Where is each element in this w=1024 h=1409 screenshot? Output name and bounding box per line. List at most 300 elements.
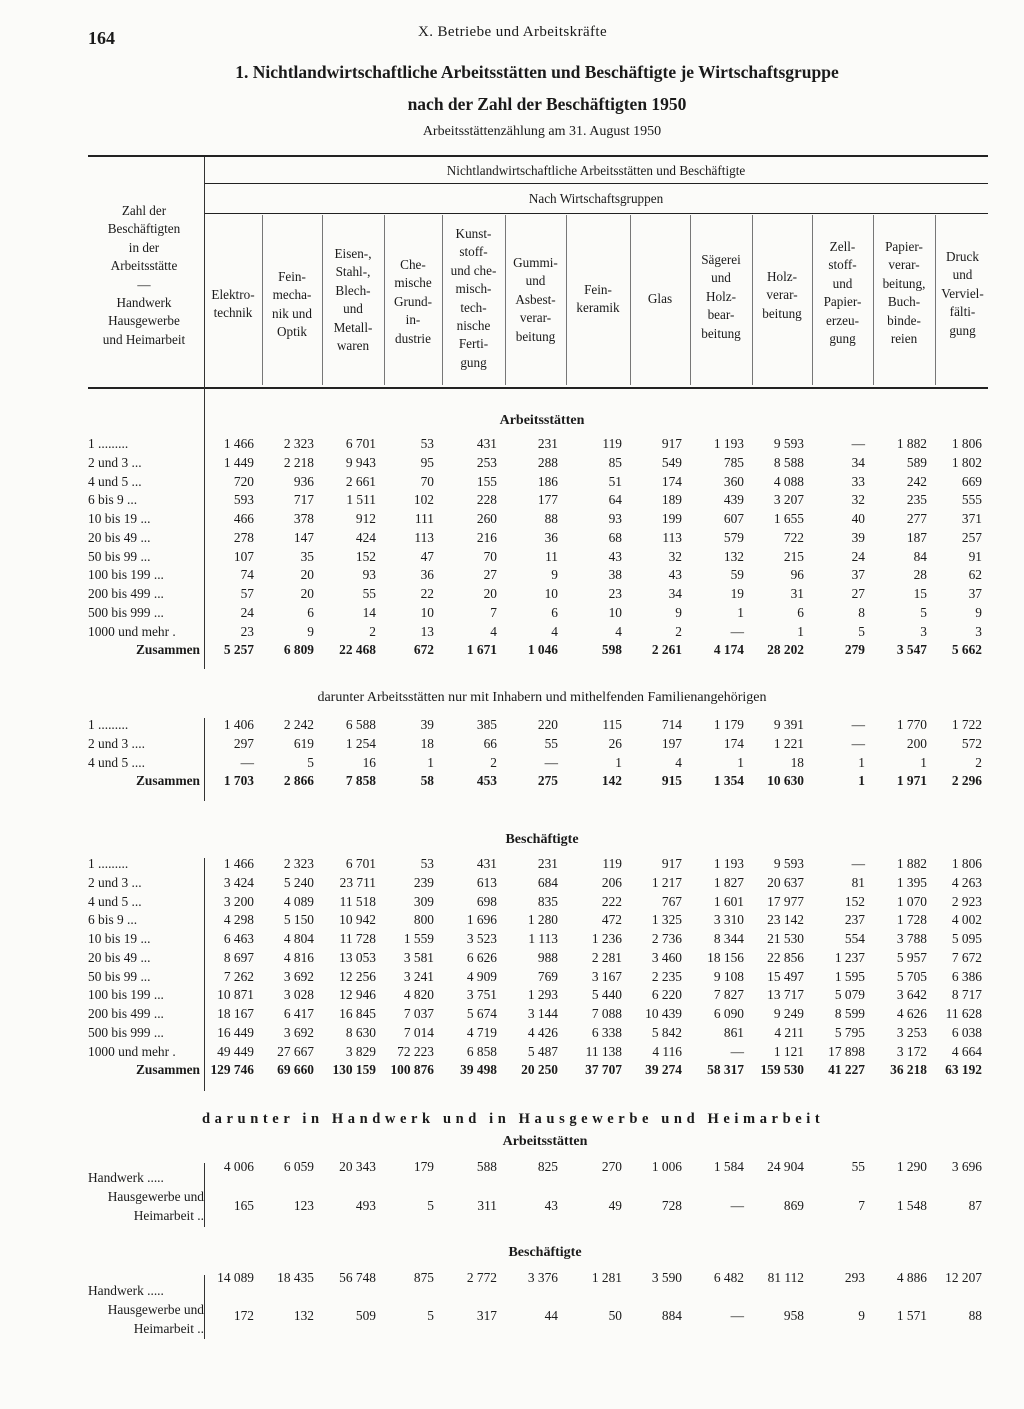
table-cell: 115 (602, 717, 622, 732)
row-label: 50 bis 99 ... (88, 968, 151, 984)
table-cell: 35 (300, 548, 314, 564)
table-cell: 13 053 (339, 949, 376, 965)
table-cell: 5 487 (527, 1043, 558, 1059)
table-cell: 53 (420, 436, 434, 451)
table-cell: 20 (300, 586, 314, 601)
row-label: 4 und 5 ... (88, 893, 142, 909)
table-cell: 1 802 (951, 454, 982, 470)
table-cell: 242 (906, 473, 927, 489)
table-cell: 912 (355, 511, 376, 526)
row-label: 100 bis 199 ... (88, 987, 164, 1003)
row-label: 4 und 5 .... (88, 754, 145, 770)
table-cell: 17 898 (828, 1043, 865, 1059)
table-cell: 70 (483, 548, 497, 564)
table-cell: 49 449 (217, 1043, 254, 1059)
row-label: 4 und 5 ... (88, 473, 142, 489)
table-cell: 4 211 (774, 1024, 804, 1040)
section-title-handwerk: darunter in Handwerk und in Hausgewerbe und Heimarbeit (202, 1111, 825, 1127)
table-cell: 1 179 (713, 717, 744, 732)
table-cell: 12 256 (339, 968, 376, 984)
table-cell: 206 (601, 874, 622, 890)
table-cell: 155 (476, 473, 497, 489)
table-cell: 3 200 (223, 893, 254, 909)
table-cell: 81 (851, 874, 865, 890)
table-cell: 825 (537, 1159, 558, 1174)
table-cell: 2 661 (345, 473, 376, 489)
table-cell: 4 909 (466, 968, 497, 984)
table-cell: — (544, 754, 558, 770)
table-cell: 63 192 (945, 1062, 982, 1078)
row-label: 10 bis 19 ... (88, 511, 151, 526)
table-cell: 3 523 (466, 931, 497, 946)
table-cell: 36 218 (890, 1062, 927, 1078)
table-cell: 199 (661, 511, 682, 526)
table-cell: — (851, 735, 865, 751)
table-cell: 10 871 (217, 987, 254, 1003)
section-title-arbeitsstaetten: Arbeitsstätten (499, 413, 585, 428)
row-label: 200 bis 499 ... (88, 1006, 164, 1021)
column-header: Sägerei und Holz- bear- beitung (701, 252, 741, 341)
table-cell: 260 (476, 511, 497, 526)
table-cell: 6 090 (713, 1006, 744, 1021)
table-row (0, 894, 1024, 913)
table-cell: 6 588 (345, 717, 376, 732)
table-cell: 3 642 (896, 987, 927, 1003)
table-cell: 24 (240, 604, 254, 620)
table-cell: 9 593 (773, 436, 804, 451)
table-cell: 3 692 (283, 968, 314, 984)
table-cell: 55 (362, 586, 376, 601)
table-cell: 1 511 (346, 492, 376, 508)
table-cell: 22 468 (339, 642, 376, 658)
table-cell: 1 236 (591, 931, 622, 946)
table-cell: 1 703 (223, 773, 254, 789)
table-cell: 3 692 (283, 1024, 314, 1040)
table-cell: 95 (420, 454, 434, 470)
table-cell: 132 (723, 548, 744, 564)
table-cell: 2 (490, 754, 497, 770)
table-cell: 9 (975, 604, 982, 620)
table-cell: 23 (240, 623, 254, 639)
table-cell: 13 (420, 623, 434, 639)
table-cell: 1 827 (713, 874, 744, 890)
table-cell: 4 089 (283, 893, 314, 909)
table-cell: 237 (844, 912, 865, 928)
table-cell: 220 (537, 717, 558, 732)
table-cell: 6 482 (713, 1270, 744, 1285)
table-cell: 3 460 (651, 949, 682, 965)
table-cell: 1 548 (896, 1198, 927, 1213)
table-cell: 1 728 (896, 912, 927, 928)
table-cell: 2 261 (651, 642, 682, 658)
table-cell: 3 310 (713, 912, 744, 928)
table-cell: 431 (476, 436, 497, 451)
table-cell: 59 (730, 567, 744, 583)
table-cell: 6 463 (223, 931, 254, 946)
table-cell: 1 237 (834, 949, 865, 965)
table-row (0, 642, 1024, 661)
table-cell: 159 530 (760, 1062, 804, 1078)
table-cell: 684 (537, 874, 558, 890)
table-cell: 1 (858, 773, 865, 789)
table-cell: 2 (369, 623, 376, 639)
table-row (0, 474, 1024, 493)
table-cell: 2 235 (651, 968, 682, 984)
table-cell: 6 701 (345, 856, 376, 871)
table-cell: 22 (420, 586, 434, 601)
table-cell: 549 (661, 454, 682, 470)
table-cell: 270 (601, 1159, 622, 1174)
table-cell: 279 (844, 642, 865, 658)
table-cell: 11 518 (339, 893, 376, 909)
table-cell: 311 (477, 1198, 497, 1213)
table-cell: 20 637 (767, 874, 804, 890)
table-cell: 9 (307, 623, 314, 639)
table-row (0, 549, 1024, 568)
table-cell: 5 674 (466, 1006, 497, 1021)
table-cell: 17 977 (767, 893, 804, 909)
table-cell: 2 296 (951, 773, 982, 789)
row-label: Zusammen (136, 773, 200, 789)
table-row (0, 605, 1024, 624)
table-cell: 8 717 (951, 987, 982, 1003)
running-head: X. Betriebe und Arbeitskräfte (418, 24, 608, 40)
table-cell: 884 (661, 1308, 682, 1323)
table-cell: 861 (723, 1024, 744, 1040)
table-cell: 9 943 (345, 454, 376, 470)
table-cell: 10 630 (767, 773, 804, 789)
column-header: Druck und Verviel- fälti- gung (941, 249, 984, 338)
table-cell: 177 (537, 492, 558, 508)
table-cell: 1 293 (527, 987, 558, 1003)
table-cell: 3 241 (403, 968, 434, 984)
table-cell: 68 (608, 529, 622, 545)
table-row (0, 912, 1024, 931)
table-cell: 24 904 (767, 1159, 804, 1174)
table-cell: 5 (920, 604, 927, 620)
table-cell: — (851, 436, 865, 451)
table-cell: 18 (790, 754, 804, 770)
table-cell: 6 417 (283, 1006, 314, 1021)
table-row (0, 736, 1024, 755)
column-header: Fein- keramik (576, 282, 620, 316)
table-cell: 317 (476, 1308, 497, 1323)
table-cell: 472 (601, 912, 622, 928)
table-cell: 235 (906, 492, 927, 508)
table-cell: 228 (476, 492, 497, 508)
table-cell: 293 (844, 1270, 865, 1285)
table-cell: 174 (723, 735, 744, 751)
table-cell: 6 220 (651, 987, 682, 1003)
table-cell: 988 (537, 949, 558, 965)
table-cell: 1 070 (896, 893, 927, 909)
table-cell: 3 207 (773, 492, 804, 508)
table-cell: 43 (544, 1198, 558, 1213)
table-cell: 1 281 (591, 1270, 622, 1285)
table-cell: 12 207 (945, 1270, 982, 1285)
table-cell: 3 144 (527, 1006, 558, 1021)
table-cell: 47 (420, 548, 434, 564)
table-cell: 5 662 (951, 642, 982, 658)
table-cell: 15 (913, 586, 927, 601)
table-cell: 41 227 (828, 1062, 865, 1078)
table-row (0, 511, 1024, 530)
table-cell: 84 (913, 548, 927, 564)
table-cell: 7 (490, 604, 497, 620)
table-cell: 11 628 (945, 1006, 982, 1021)
table-cell: 6 701 (345, 436, 376, 451)
table-cell: 3 590 (651, 1270, 682, 1285)
table-cell: 152 (844, 893, 865, 909)
table-cell: 9 108 (713, 968, 744, 984)
column-header: Holz- verar- beitung (762, 269, 802, 321)
table-cell: 179 (413, 1159, 434, 1174)
row-label: 10 bis 19 ... (88, 931, 151, 946)
table-cell: 15 497 (767, 968, 804, 984)
table-cell: 6 (797, 604, 804, 620)
row-label-handwerk: Handwerk ..... (88, 1170, 164, 1185)
table-cell: 22 856 (767, 949, 804, 965)
table-cell: 466 (233, 511, 254, 526)
table-cell: 4 426 (527, 1024, 558, 1040)
table-row (0, 1308, 1024, 1327)
row-label: 2 und 3 .... (88, 735, 145, 751)
table-cell: 2 323 (283, 436, 314, 451)
table-cell: 40 (851, 511, 865, 526)
table-cell: 1 595 (834, 968, 865, 984)
table-cell: 93 (362, 567, 376, 583)
table-cell: 4 088 (773, 473, 804, 489)
table-cell: 37 (968, 586, 982, 601)
table-cell: 20 (483, 586, 497, 601)
table-cell: 39 498 (460, 1062, 497, 1078)
table-cell: 10 (420, 604, 434, 620)
table-cell: 3 376 (527, 1270, 558, 1285)
table-cell: 2 (675, 623, 682, 639)
table-cell: 1 221 (773, 735, 804, 751)
table-cell: 10 (608, 604, 622, 620)
table-cell: 93 (608, 511, 622, 526)
table-cell: 277 (906, 511, 927, 526)
table-cell: 165 (233, 1198, 254, 1213)
row-label: 20 bis 49 ... (88, 949, 151, 965)
table-cell: 197 (661, 735, 682, 751)
table-cell: 1 254 (345, 735, 376, 751)
table-cell: 33 (851, 473, 865, 489)
table-cell: 767 (661, 893, 682, 909)
table-cell: 2 736 (651, 931, 682, 946)
table-cell: 4 002 (951, 912, 982, 928)
table-cell: 1 (737, 604, 744, 620)
row-label-handwerk-bes: Handwerk ..... (88, 1283, 164, 1298)
table-cell: 917 (661, 856, 682, 871)
column-header: Gummi- und Asbest- verar- beitung (513, 255, 558, 344)
table-cell: 172 (233, 1308, 254, 1323)
table-cell: 1 (797, 623, 804, 639)
table-cell: 5 (307, 754, 314, 770)
table-cell: 72 223 (397, 1043, 434, 1059)
table-cell: 1 217 (651, 874, 682, 890)
table-cell: 424 (355, 529, 376, 545)
table-cell: 800 (413, 912, 434, 928)
table-cell: 91 (968, 548, 982, 564)
table-cell: 55 (544, 735, 558, 751)
table-cell: 7 088 (591, 1006, 622, 1021)
table-row (0, 1159, 1024, 1178)
table-cell: 720 (233, 473, 254, 489)
table-row (0, 586, 1024, 605)
table-cell: 27 (851, 586, 865, 601)
table-cell: — (851, 717, 865, 732)
table-cell: 3 028 (283, 987, 314, 1003)
row-label-hausgewerbe: Hausgewerbe und Heimarbeit .. (107, 1189, 204, 1223)
row-label: 1 ......... (88, 717, 129, 732)
row-label: 2 und 3 ... (88, 874, 142, 890)
table-cell: 38 (608, 567, 622, 583)
table-cell: 1 559 (403, 931, 434, 946)
table-cell: 2 923 (951, 893, 982, 909)
table-cell: 360 (723, 473, 744, 489)
table-cell: — (730, 623, 744, 639)
table-cell: 1 006 (651, 1159, 682, 1174)
header-rule-2 (204, 213, 988, 214)
table-cell: 1 290 (896, 1159, 927, 1174)
row-label: Zusammen (136, 642, 200, 658)
table-cell: 12 946 (339, 987, 376, 1003)
page-number: 164 (88, 28, 115, 48)
table-row (0, 1044, 1024, 1063)
table-cell: 917 (661, 436, 682, 451)
table-cell: 152 (355, 548, 376, 564)
table-cell: 11 728 (339, 931, 376, 946)
table-cell: 37 (851, 567, 865, 583)
table-cell: 2 772 (466, 1270, 497, 1285)
table-cell: 216 (476, 529, 497, 545)
table-row (0, 717, 1024, 736)
table-cell: 119 (602, 856, 622, 871)
table-cell: 1 601 (713, 893, 744, 909)
table-cell: 66 (483, 735, 497, 751)
table-cell: 27 667 (277, 1043, 314, 1059)
table-cell: 4 816 (283, 949, 314, 965)
table-cell: 43 (608, 548, 622, 564)
table-cell: 3 581 (403, 949, 434, 965)
table-cell: 6 (307, 604, 314, 620)
table-cell: 275 (537, 773, 558, 789)
table-cell: 119 (602, 436, 622, 451)
table-cell: 142 (601, 773, 622, 789)
table-cell: 835 (537, 893, 558, 909)
table-cell: 1 770 (896, 717, 927, 732)
section-title-inhaber: darunter Arbeitsstätten nur mit Inhabern und mithelfenden Familienangehörigen (317, 690, 767, 705)
header-bottom-rule (88, 387, 988, 389)
table-cell: 10 (544, 586, 558, 601)
table-cell: 2 323 (283, 856, 314, 871)
table-cell: 31 (790, 586, 804, 601)
table-cell: 936 (293, 473, 314, 489)
table-cell: 174 (661, 473, 682, 489)
table-cell: 1 466 (223, 856, 254, 871)
table-cell: 1 113 (528, 931, 558, 946)
table-cell: 4 (551, 623, 558, 639)
table-cell: 88 (544, 511, 558, 526)
table-row (0, 755, 1024, 774)
table-cell: 4 719 (466, 1024, 497, 1040)
table-cell: 728 (661, 1198, 682, 1213)
table-cell: 4 298 (223, 912, 254, 928)
table-cell: 1 406 (223, 717, 254, 732)
column-header: Kunst- stoff- und che- misch- tech- nische Ferti- gung (450, 226, 497, 370)
table-cell: 3 788 (896, 931, 927, 946)
table-cell: 23 (608, 586, 622, 601)
table-cell: 6 809 (283, 642, 314, 658)
table-cell: 129 746 (210, 1062, 254, 1078)
table-cell: — (730, 1308, 744, 1323)
table-cell: 50 (608, 1308, 622, 1323)
column-header: Zell- stoff- und Papier- erzeu- gung (823, 239, 862, 347)
table-cell: 4 804 (283, 931, 314, 946)
table-cell: 13 717 (767, 987, 804, 1003)
table-cell: 3 167 (591, 968, 622, 984)
header-group-label: Nach Wirtschaftsgruppen (528, 191, 664, 206)
table-cell: 1 655 (773, 511, 804, 526)
table-cell: 62 (968, 567, 982, 583)
table-cell: 28 (913, 567, 927, 583)
table-cell: 1 (858, 754, 865, 770)
table-cell: 1 193 (713, 856, 744, 871)
table-cell: 24 (851, 548, 865, 564)
table-cell: 53 (420, 856, 434, 871)
table-cell: — (240, 754, 254, 770)
section-title-hw-arbeitsstaetten: Arbeitsstätten (502, 1134, 588, 1149)
table-subtitle: Arbeitsstättenzählung am 31. August 1950 (422, 124, 662, 139)
table-row (0, 530, 1024, 549)
table-row (0, 436, 1024, 455)
table-cell: 85 (608, 454, 622, 470)
table-row (0, 856, 1024, 875)
table-cell: 1 671 (466, 642, 497, 658)
row-label: 500 bis 999 ... (88, 604, 164, 620)
table-cell: 2 218 (283, 454, 314, 470)
table-cell: 7 037 (403, 1006, 434, 1021)
table-cell: 717 (293, 492, 314, 508)
table-row (0, 950, 1024, 969)
table-cell: 130 159 (332, 1062, 376, 1078)
table-cell: — (730, 1198, 744, 1213)
table-cell: 69 660 (277, 1062, 314, 1078)
table-cell: 769 (537, 968, 558, 984)
row-label: Zusammen (136, 1062, 200, 1078)
row-label: 2 und 3 ... (88, 454, 142, 470)
table-cell: 4 174 (713, 642, 744, 658)
table-cell: 6 038 (951, 1024, 982, 1040)
table-cell: 10 942 (339, 912, 376, 928)
row-label: 100 bis 199 ... (88, 567, 164, 583)
table-cell: 5 705 (896, 968, 927, 984)
table-cell: 555 (961, 492, 982, 508)
table-row (0, 773, 1024, 792)
column-header: Fein- mecha- nik und Optik (272, 269, 312, 340)
section-title-beschaeftigte: Beschäftigte (505, 832, 579, 847)
table-cell: 20 250 (521, 1062, 558, 1078)
table-cell: 5 (427, 1198, 434, 1213)
table-cell: 14 (362, 604, 376, 620)
table-cell: 669 (961, 473, 982, 489)
table-cell: 1 466 (223, 436, 254, 451)
table-cell: 1 (615, 754, 622, 770)
table-cell: 11 (545, 548, 558, 564)
table-cell: 96 (790, 567, 804, 583)
